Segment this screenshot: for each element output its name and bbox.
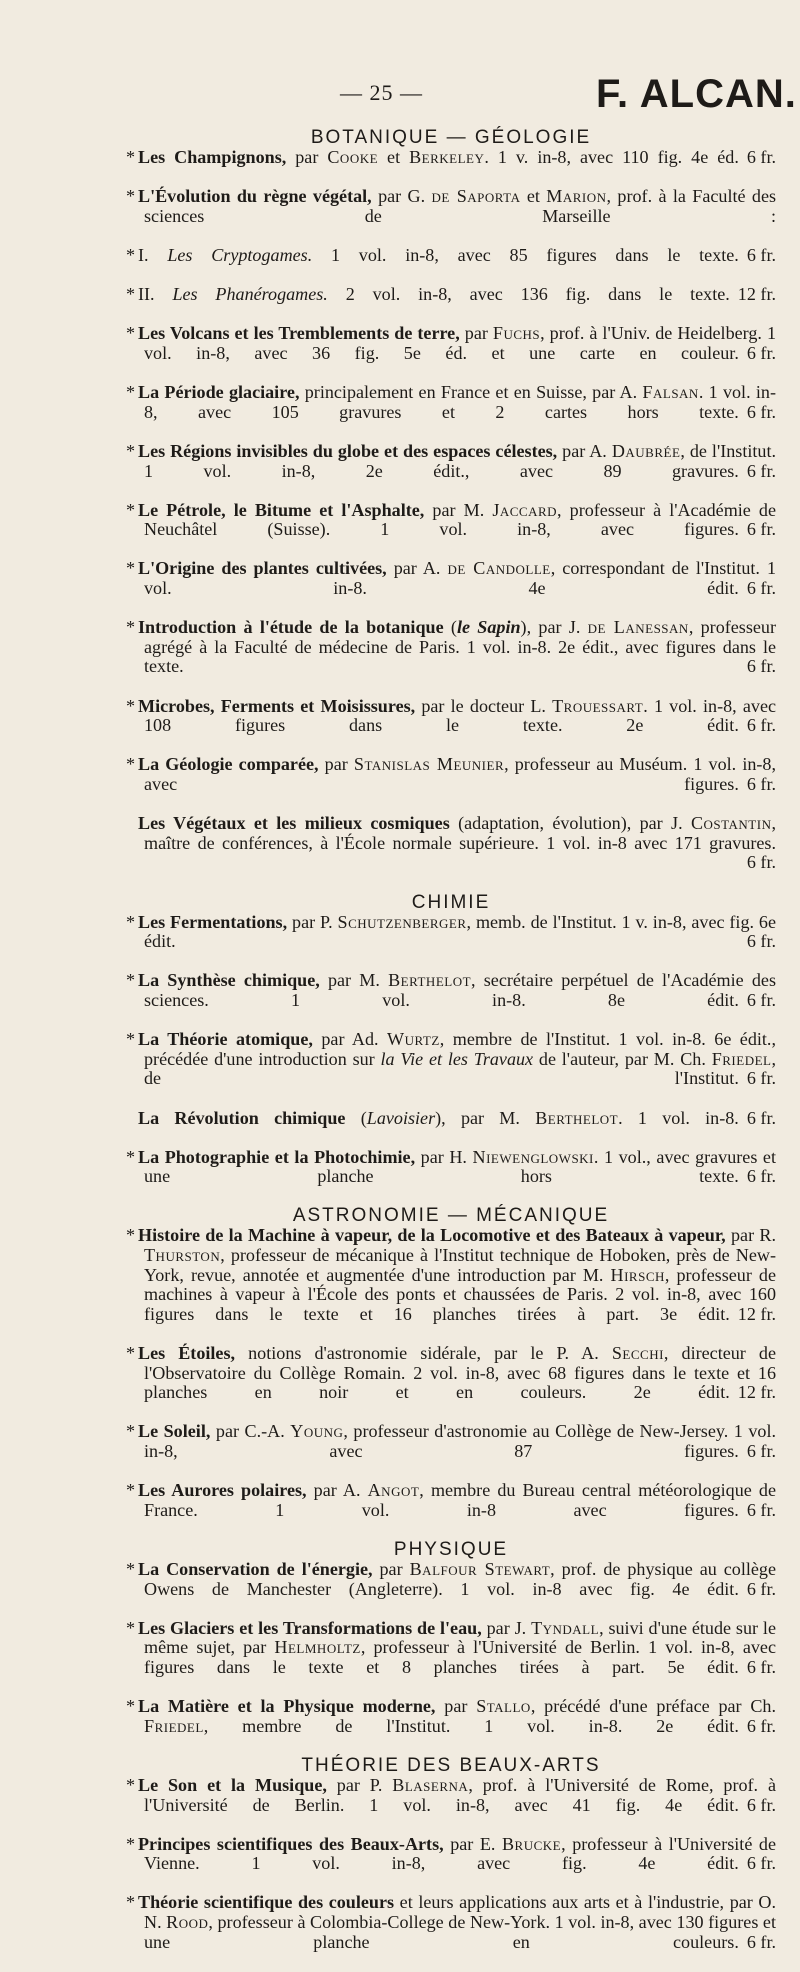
book-title: Introduction à l'étude de la botanique — [138, 617, 444, 638]
catalog-entry: Les Végétaux et les milieux cosmiques (adaptation, évolution), par J. Costantin, maître de conférences, à l'École normale supérieure. 1 vol. in-8 avec 171 gravures. 6 fr. — [138, 813, 776, 873]
catalog-entry: * Les Étoiles, notions d'astronomie sidérale, par le P. A. Secchi, directeur de l'Observatoire du Collège Romain. 2 vol. in-8, avec 68 figures dans le texte et 16 planches en noir et en couleurs. 2e édit. 12 fr. — [126, 1343, 776, 1403]
author-name: de Saporta — [431, 186, 521, 207]
price: 12 fr. — [737, 1303, 776, 1324]
author-name: Cooke — [327, 147, 379, 167]
book-title: Principes scientifiques des Beaux-Arts, — [138, 1833, 444, 1854]
book-subtitle: la Vie et les Travaux — [380, 1048, 534, 1069]
author-name: Berthelot — [535, 1107, 619, 1128]
catalog-entry: * L'Origine des plantes cultivées, par A. de Candolle, correspondant de l'Institut. 1 vol. in-8. 4e édit. 6 fr. — [126, 558, 777, 599]
catalog-entry: * La Photographie et la Photochimie, par H. Niewenglowski. 1 vol., avec gravures et une planche hors texte. 6 fr. — [126, 1146, 776, 1187]
author-name: Young — [290, 1421, 344, 1442]
book-title: L'Évolution du règne végétal, — [138, 186, 372, 207]
author-name: Angot — [367, 1480, 420, 1501]
catalog-entry: * La Théorie atomique, par Ad. Wurtz, membre de l'Institut. 1 vol. in-8. 6e édit., précédée d'une introduction sur la Vie et les Travaux de l'auteur, par M. Ch. Friedel, de l'Institut. 6 fr. — [126, 1029, 776, 1089]
price: 6 fr. — [746, 244, 776, 265]
section-heading-beaux-arts: THÉORIE DES BEAUX-ARTS — [301, 1754, 601, 1776]
catalog-entry: * Introduction à l'étude de la botanique (le Sapin), par J. de Lanessan, professeur agrégé à la Faculté de médecine de Paris. 1 vol. in-8. 2e édit., avec figures dans le texte. 6 fr. — [126, 617, 776, 677]
author-name: Trouessart — [552, 695, 644, 716]
section-heading-physique: PHYSIQUE — [393, 1538, 509, 1560]
book-title: Les Fermentations, — [138, 911, 288, 932]
page-number: — 25 — — [340, 80, 423, 105]
book-subtitle: le Sapin — [456, 617, 521, 638]
catalog-entry: * Le Son et la Musique, par P. Blaserna, prof. à l'Université de Rome, prof. à l'Université de Berlin. 1 vol. in-8, avec 41 fig. 4e édit. 6 fr. — [126, 1774, 776, 1815]
author-name: Berthelot — [388, 970, 472, 991]
price: 6 fr. — [746, 1656, 776, 1677]
author-name: Secchi — [611, 1343, 664, 1364]
author-name: Thurston — [144, 1245, 221, 1266]
author-name: Helmholtz — [274, 1637, 361, 1658]
price: 6 fr. — [746, 460, 776, 481]
book-title: Le Soleil, — [138, 1421, 211, 1442]
price: 6 fr. — [746, 1578, 776, 1599]
author-name: Stanislas Meunier — [353, 754, 505, 775]
page-header — [0, 72, 800, 120]
price: 6 fr. — [746, 519, 776, 540]
price: 6 fr. — [746, 774, 776, 794]
price: 6 fr. — [746, 852, 776, 873]
author-name: Friedel — [711, 1048, 772, 1069]
section-heading-chimie: CHIMIE — [411, 891, 491, 913]
author-name: Wurtz — [387, 1029, 440, 1050]
price: 6 fr. — [746, 1794, 776, 1815]
author-name: Berkeley — [409, 147, 485, 167]
author-name: Falsan — [642, 382, 699, 403]
book-title: Les Phanérogames. — [172, 284, 328, 305]
catalog-entry: * La Synthèse chimique, par M. Berthelot, secrétaire perpétuel de l'Académie des sciences. 1 vol. in-8. 8e édit. 6 fr. — [126, 970, 776, 1010]
price: 6 fr. — [746, 1166, 776, 1187]
author-name: Costantin — [690, 813, 772, 834]
book-title: La Conservation de l'énergie, — [138, 1558, 373, 1579]
author-name: Stallo — [476, 1696, 531, 1717]
author-name: Fuchs — [492, 323, 541, 344]
catalog-entry: * Principes scientifiques des Beaux-Arts, par E. Brucke, professeur à l'Université de Vienne. 1 vol. in-8, avec fig. 4e édit. 6 fr. — [126, 1833, 776, 1874]
price: 6 fr. — [746, 1715, 776, 1736]
book-title: Les Glaciers et les Transformations de l'eau, — [138, 1617, 482, 1638]
author-name: Schutzenberger — [337, 911, 467, 932]
catalog-entry: * Le Soleil, par C.-A. Young, professeur d'astronomie au Collège de New-Jersey. 1 vol. in-8, avec 87 figures. 6 fr. — [126, 1421, 776, 1461]
book-title: Les Étoiles, — [138, 1343, 236, 1364]
catalog-entry: * Théorie scientifique des couleurs et leurs applications aux arts et à l'industrie, par O. N. Rood, professeur à Colombia-College de New-York. 1 vol. in-8, avec 130 figures et une planche en couleurs. 6 fr. — [126, 1892, 776, 1952]
book-title: Le Pétrole, le Bitume et l'Asphalte, — [138, 499, 425, 520]
author-name: Brucke — [501, 1833, 562, 1854]
book-title: Les Cryptogames. — [167, 244, 313, 265]
price: 6 fr. — [746, 989, 776, 1010]
section-heading-astronomie: ASTRONOMIE — MÉCANIQUE — [292, 1205, 610, 1227]
section-heading-botanique: BOTANIQUE — GÉOLOGIE — [310, 127, 592, 148]
catalog-list — [126, 128, 776, 1972]
catalog-entry: * Histoire de la Machine à vapeur, de la Locomotive et des Bateaux à vapeur, par R. Thurston, professeur de mécanique à l'Institut technique de Hoboken, près de New-York, revue, annotée et augmentée d'une introduction par M. Hirsch, professeur de machines à vapeur à l'École des ponts et chaussées de Paris. 2 vol. in-8, avec 160 figures dans le texte et 16 planches tirées à part. 3e édit. 12 fr. — [126, 1225, 776, 1324]
price: 12 fr. — [737, 284, 776, 305]
price: 12 fr. — [737, 1382, 776, 1403]
price: 6 fr. — [746, 1441, 776, 1461]
catalog-entry: * Les Aurores polaires, par A. Angot, membre du Bureau central météorologique de France. 1 vol. in-8 avec figures. 6 fr. — [126, 1480, 777, 1520]
catalog-entry: * La Matière et la Physique moderne, par Stallo, précédé d'une préface par Ch. Friedel, membre de l'Institut. 1 vol. in-8. 2e édit. 6 fr. — [126, 1696, 776, 1736]
author-name: Friedel — [144, 1715, 204, 1736]
price: 6 fr. — [746, 1853, 776, 1874]
price: 6 fr. — [746, 342, 776, 363]
book-title: Les Champignons, — [138, 147, 287, 167]
price: 6 fr. — [746, 715, 776, 736]
author-name: de Candolle — [447, 558, 551, 579]
price: 6 fr. — [746, 1931, 776, 1952]
book-title: La Géologie comparée, — [138, 754, 319, 775]
price: 6 fr. — [746, 401, 776, 422]
catalog-entry: * Le Pétrole, le Bitume et l'Asphalte, par M. Jaccard, professeur à l'Académie de Neuchâtel (Suisse). 1 vol. in-8, avec figures. 6 fr. — [126, 499, 776, 540]
catalog-entry: * L'Évolution du règne végétal, par G. de Saporta et Marion, prof. à la Faculté des sciences de Marseille : — [126, 186, 777, 226]
book-title: Microbes, Ferments et Moisissures, — [138, 695, 416, 716]
publisher-name: F. ALCAN. — [596, 72, 797, 116]
author-name: Jaccard — [492, 499, 558, 520]
book-title: Les Végétaux et les milieux cosmiques — [138, 813, 450, 834]
book-title: Histoire de la Machine à vapeur, de la Locomotive et des Bateaux à vapeur, — [138, 1225, 726, 1246]
author-name: Daubrée — [611, 440, 681, 461]
book-title: La Révolution chimique — [138, 1107, 346, 1128]
book-title: L'Origine des plantes cultivées, — [138, 558, 387, 579]
catalog-entry: * Les Régions invisibles du globe et des espaces célestes, par A. Daubrée, de l'Institut. 1 vol. in-8, 2e édit., avec 89 gravures. 6 fr. — [126, 440, 777, 481]
book-title: La Photographie et la Photochimie, — [138, 1146, 416, 1167]
price: 6 fr. — [746, 578, 776, 599]
catalog-entry: * Les Fermentations, par P. Schutzenberger, memb. de l'Institut. 1 v. in-8, avec fig. 6e édit. 6 fr. — [126, 911, 776, 952]
author-name: Blaserna — [392, 1774, 469, 1795]
price: 6 fr. — [746, 147, 776, 167]
catalog-entry: * La Conservation de l'énergie, par Balfour Stewart, prof. de physique au collège Owens de Manchester (Angleterre). 1 vol. in-8 avec fig. 4e édit. 6 fr. — [126, 1558, 777, 1599]
author-name: Hirsch — [610, 1264, 665, 1285]
author-name: Marion — [546, 186, 607, 207]
author-name: Balfour Stewart — [409, 1558, 551, 1579]
book-title: Théorie scientifique des couleurs — [138, 1892, 395, 1913]
catalog-entry: * La Période glaciaire, principalement en France et en Suisse, par A. Falsan. 1 vol. in-8, avec 105 gravures et 2 cartes hors texte. 6 fr. — [126, 382, 776, 422]
author-name: Tyndall — [531, 1617, 600, 1638]
price: 6 fr. — [746, 931, 776, 952]
catalog-entry: La Révolution chimique (Lavoisier), par M. Berthelot. 1 vol. in-8. 6 fr. — [138, 1107, 776, 1128]
catalog-entry: * Les Volcans et les Tremblements de terre, par Fuchs, prof. à l'Univ. de Heidelberg. 1 vol. in-8, avec 36 fig. 5e éd. et une carte en couleur. 6 fr. — [126, 323, 776, 363]
book-title: Les Régions invisibles du globe et des espaces célestes, — [138, 440, 558, 461]
book-title: Le Son et la Musique, — [138, 1774, 327, 1795]
book-subtitle: Lavoisier — [366, 1107, 436, 1128]
catalog-entry: * II. Les Phanérogames. 2 vol. in-8, avec 136 fig. dans le texte. 12 fr. — [126, 284, 776, 305]
book-title: La Période glaciaire, — [138, 382, 300, 403]
book-title: Les Volcans et les Tremblements de terre, — [138, 323, 460, 344]
author-name: Niewenglowski — [472, 1146, 594, 1167]
book-title: La Synthèse chimique, — [138, 970, 320, 991]
author-name: Rood — [166, 1912, 209, 1933]
price: 6 fr. — [746, 1107, 776, 1128]
catalog-entry: * Les Glaciers et les Transformations de l'eau, par J. Tyndall, suivi d'une étude sur le même sujet, par Helmholtz, professeur à l'Université de Berlin. 1 vol. in-8, avec figures dans le texte et 8 planches tirées à part. 5e édit. 6 fr. — [126, 1617, 776, 1677]
catalog-entry: * Microbes, Ferments et Moisissures, par le docteur L. Trouessart. 1 vol. in-8, avec 108 figures dans le texte. 2e édit. 6 fr. — [126, 695, 777, 736]
price: 6 fr. — [746, 656, 776, 677]
price: 6 fr. — [746, 1499, 776, 1520]
book-title: La Matière et la Physique moderne, — [138, 1696, 436, 1717]
book-title: La Théorie atomique, — [138, 1029, 313, 1050]
author-name: de Lanessan — [587, 617, 689, 638]
catalog-entry: * I. Les Cryptogames. 1 vol. in-8, avec 85 figures dans le texte. 6 fr. — [126, 244, 776, 265]
price: 6 fr. — [746, 1068, 776, 1089]
catalog-entry: * Les Champignons, par Cooke et Berkeley. 1 v. in-8, avec 110 fig. 4e éd. 6 fr. — [126, 147, 776, 167]
catalog-entry: * La Géologie comparée, par Stanislas Meunier, professeur au Muséum. 1 vol. in-8, avec figures. 6 fr. — [126, 754, 776, 794]
book-title: Les Aurores polaires, — [138, 1480, 307, 1501]
